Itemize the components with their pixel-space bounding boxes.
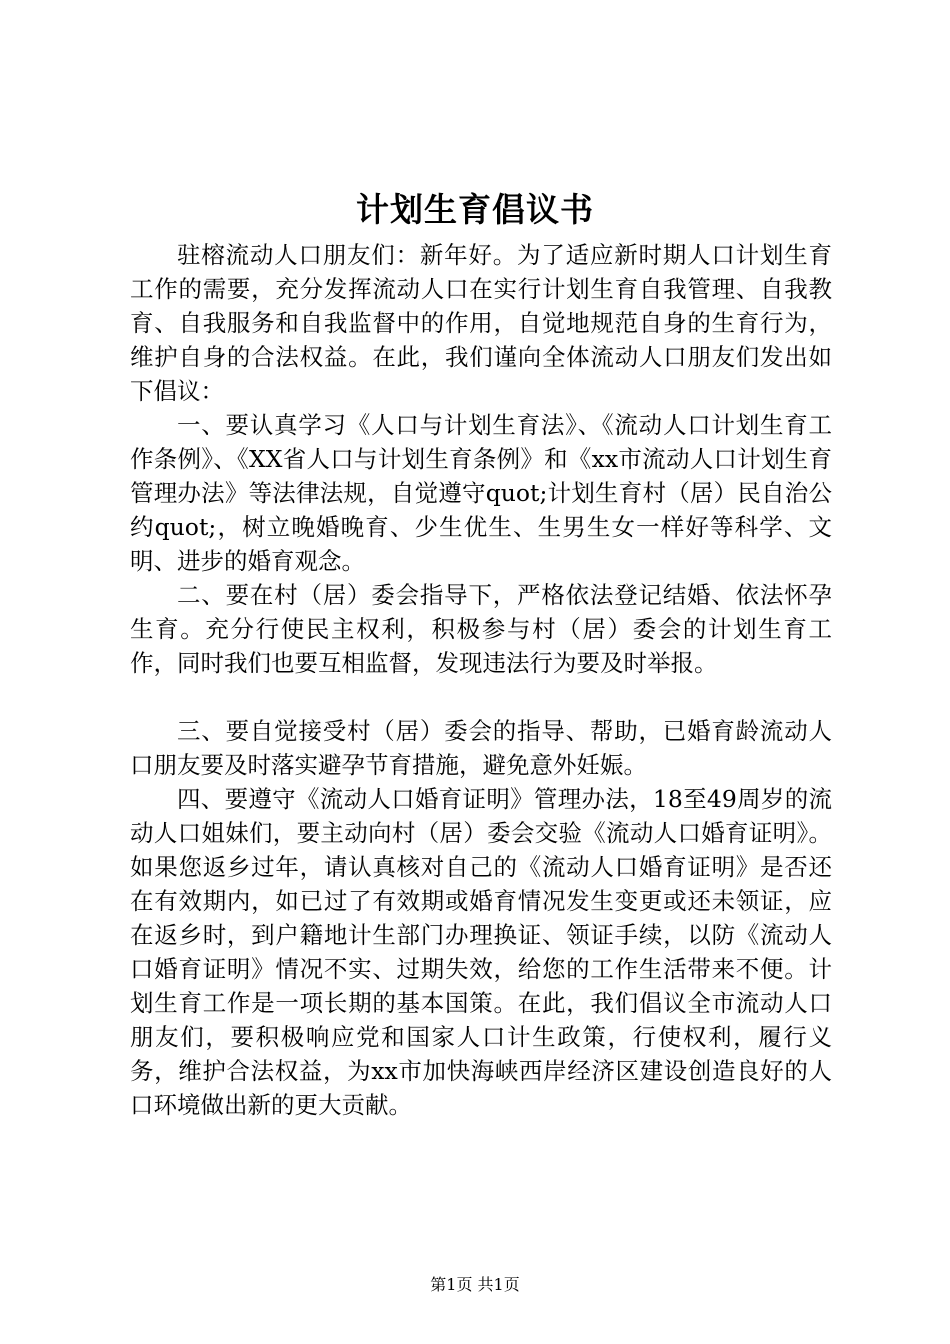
page-footer: 第1页 共1页 <box>430 1275 520 1294</box>
paragraph-greeting: 驻榕流动人口朋友们：新年好。为了适应新时期人口计划生育工作的需要，充分发挥流动人口在实行计划生育自我管理、自我教育、自我服务和自我监督中的作用，自觉地规范自身的生育行为，维护自身的合法权益。在此，我们谨向全体流动人口朋友们发出如下倡议： <box>130 241 832 405</box>
paragraph-item-4: 四、要遵守《流动人口婚育证明》管理办法，18至49周岁的流动人口姐妹们，要主动向村（居）委会交验《流动人口婚育证明》。如果您返乡过年，请认真核对自己的《流动人口婚育证明》是否还在有效期内，如已过了有效期或婚育情况发生变更或还未领证，应在返乡时，到户籍地计生部门办理换证、领证手续，以防《流动人口婚育证明》情况不实、过期失效，给您的工作生活带来不便。计划生育工作是一项长期的基本国策。在此，我们倡议全市流动人口朋友们，要积极响应党和国家人口计生政策，行使权利，履行义务，维护合法权益，为xx市加快海峡西岸经济区建设创造良好的人口环境做出新的更大贡献。 <box>130 785 832 1119</box>
document-title: 计划生育倡议书 <box>356 190 594 229</box>
paragraph-item-2: 二、要在村（居）委会指导下，严格依法登记结婚、依法怀孕生育。充分行使民主权利，积极参与村（居）委会的计划生育工作，同时我们也要互相监督，发现违法行为要及时举报。 <box>130 581 832 677</box>
paragraph-item-1: 一、要认真学习《人口与计划生育法》、《流动人口计划生育工作条例》、《XX省人口与计划生育条例》和《xx市流动人口计划生育管理办法》等法律法规，自觉遵守quot;计划生育村（居）民自治公约quot;，树立晚婚晚育、少生优生、生男生女一样好等科学、文明、进步的婚育观念。 <box>130 411 832 575</box>
document-body <box>130 238 832 1122</box>
paragraph-item-3: 三、要自觉接受村（居）委会的指导、帮助，已婚育龄流动人口朋友要及时落实避孕节育措施，避免意外妊娠。 <box>130 717 832 779</box>
